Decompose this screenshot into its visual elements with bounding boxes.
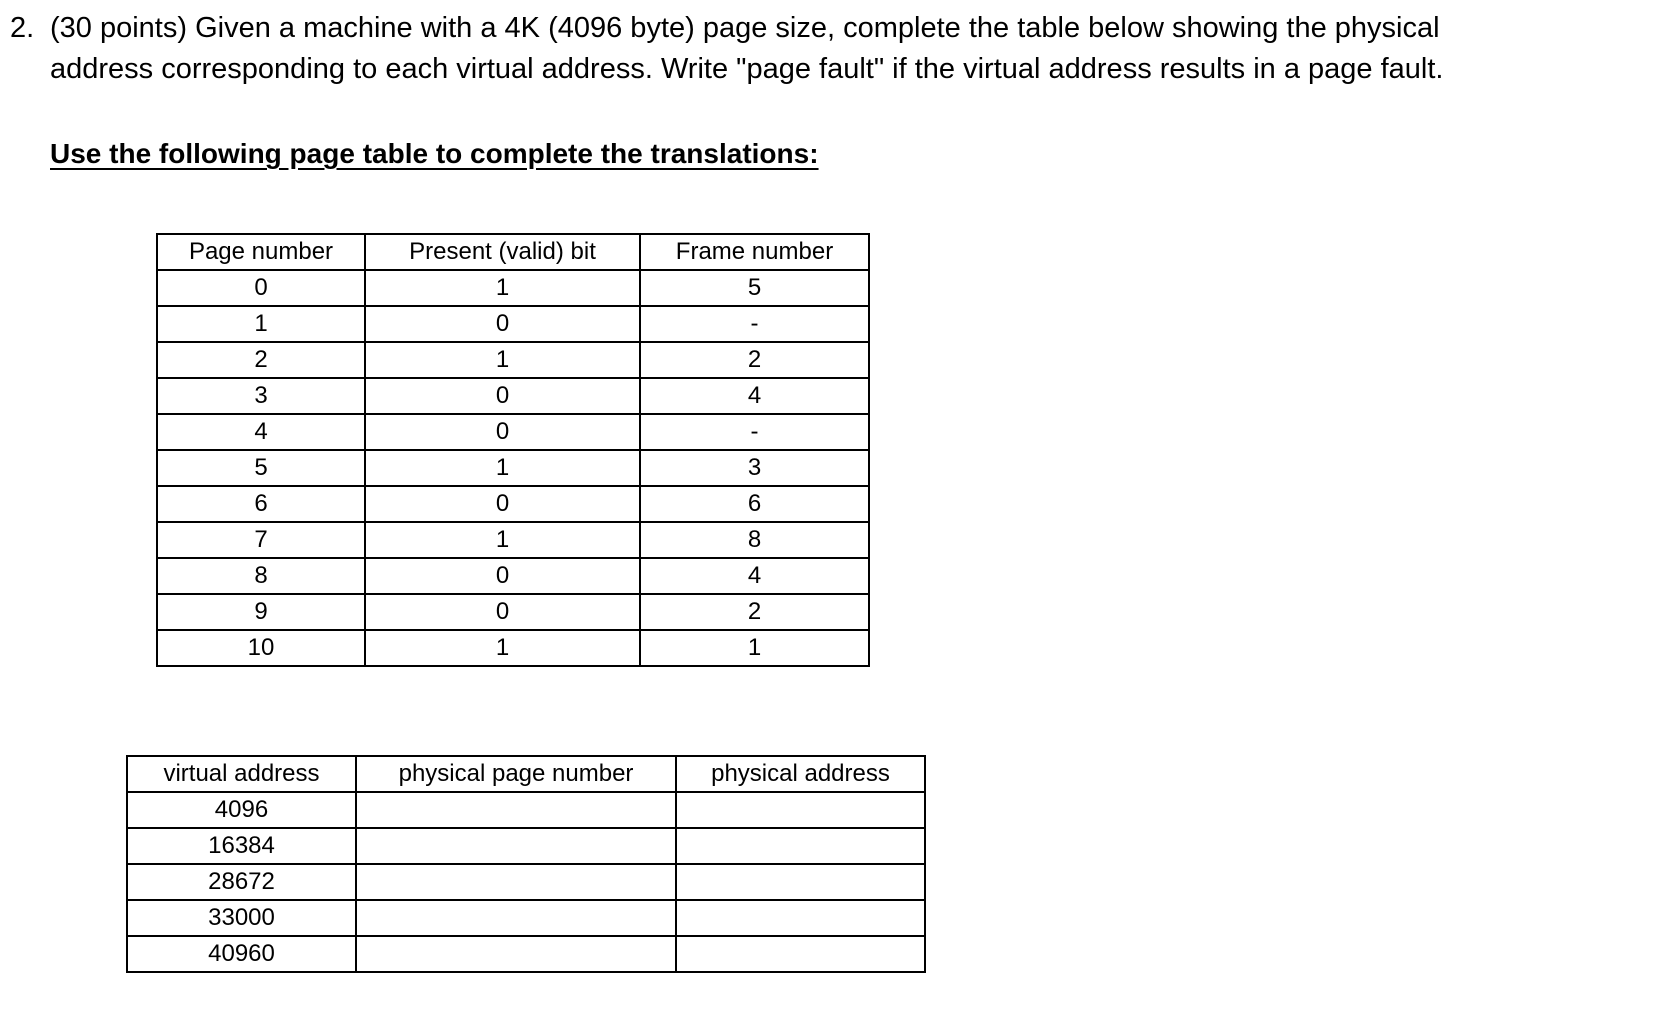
physical-address-cell[interactable] [676, 792, 925, 828]
page-number-cell: 7 [157, 522, 365, 558]
present-bit-cell: 0 [365, 594, 640, 630]
present-bit-cell: 1 [365, 630, 640, 666]
translation-table-row [127, 900, 925, 936]
page-number-cell: 2 [157, 342, 365, 378]
page-table-row [157, 486, 869, 522]
frame-number-cell: 6 [640, 486, 869, 522]
frame-number-cell: - [640, 414, 869, 450]
present-bit-cell: 0 [365, 486, 640, 522]
page-table-row [157, 558, 869, 594]
frame-number-cell: 8 [640, 522, 869, 558]
present-bit-cell: 1 [365, 342, 640, 378]
page-number-cell: 4 [157, 414, 365, 450]
page-number-cell: 10 [157, 630, 365, 666]
physical-page-number-cell[interactable] [356, 828, 676, 864]
page-table-row [157, 342, 869, 378]
page-table-row [157, 630, 869, 666]
physical-address-cell[interactable] [676, 936, 925, 972]
page-table-row [157, 522, 869, 558]
frame-number-header: Frame number [640, 234, 869, 270]
present-bit-cell: 0 [365, 414, 640, 450]
page-table-row [157, 306, 869, 342]
physical-address-cell[interactable] [676, 864, 925, 900]
frame-number-cell: 3 [640, 450, 869, 486]
frame-number-cell: 4 [640, 558, 869, 594]
page-number-cell: 6 [157, 486, 365, 522]
page-number-cell: 8 [157, 558, 365, 594]
page-table [156, 233, 870, 667]
present-bit-cell: 1 [365, 270, 640, 306]
present-bit-cell: 1 [365, 450, 640, 486]
question-line-2: address corresponding to each virtual address. Write "page fault" if the virtual address results in a page fault. [50, 53, 1444, 85]
translation-table-row [127, 864, 925, 900]
physical-page-number-cell[interactable] [356, 792, 676, 828]
virtual-address-header: virtual address [127, 756, 356, 792]
page-number-cell: 0 [157, 270, 365, 306]
translation-table-row [127, 828, 925, 864]
physical-page-number-cell[interactable] [356, 864, 676, 900]
physical-address-cell[interactable] [676, 900, 925, 936]
translation-table-header-row [127, 756, 925, 792]
page-table-header-row [157, 234, 869, 270]
physical-address-cell[interactable] [676, 828, 925, 864]
frame-number-cell: 1 [640, 630, 869, 666]
virtual-address-cell: 16384 [127, 828, 356, 864]
present-bit-header: Present (valid) bit [365, 234, 640, 270]
page-number-cell: 9 [157, 594, 365, 630]
present-bit-cell: 0 [365, 306, 640, 342]
page-number-header: Page number [157, 234, 365, 270]
present-bit-cell: 0 [365, 558, 640, 594]
page-table-row [157, 270, 869, 306]
page-number-cell: 3 [157, 378, 365, 414]
present-bit-cell: 0 [365, 378, 640, 414]
page-table-row [157, 450, 869, 486]
instruction-heading: Use the following page table to complete the translations: [50, 138, 819, 169]
page-number-cell: 1 [157, 306, 365, 342]
question-line-1: (30 points) Given a machine with a 4K (4096 byte) page size, complete the table below showing the physical [50, 12, 1440, 44]
present-bit-cell: 1 [365, 522, 640, 558]
virtual-address-cell: 4096 [127, 792, 356, 828]
translation-table [126, 755, 926, 973]
translation-table-row [127, 792, 925, 828]
page-number-cell: 5 [157, 450, 365, 486]
physical-address-header: physical address [676, 756, 925, 792]
translation-table-row [127, 936, 925, 972]
frame-number-cell: 4 [640, 378, 869, 414]
page-table-row [157, 594, 869, 630]
question-number: 2. [10, 12, 35, 44]
physical-page-number-cell[interactable] [356, 900, 676, 936]
physical-page-number-header: physical page number [356, 756, 676, 792]
virtual-address-cell: 33000 [127, 900, 356, 936]
virtual-address-cell: 40960 [127, 936, 356, 972]
page-table-row [157, 378, 869, 414]
frame-number-cell: - [640, 306, 869, 342]
frame-number-cell: 2 [640, 342, 869, 378]
physical-page-number-cell[interactable] [356, 936, 676, 972]
page-table-row [157, 414, 869, 450]
frame-number-cell: 2 [640, 594, 869, 630]
frame-number-cell: 5 [640, 270, 869, 306]
virtual-address-cell: 28672 [127, 864, 356, 900]
